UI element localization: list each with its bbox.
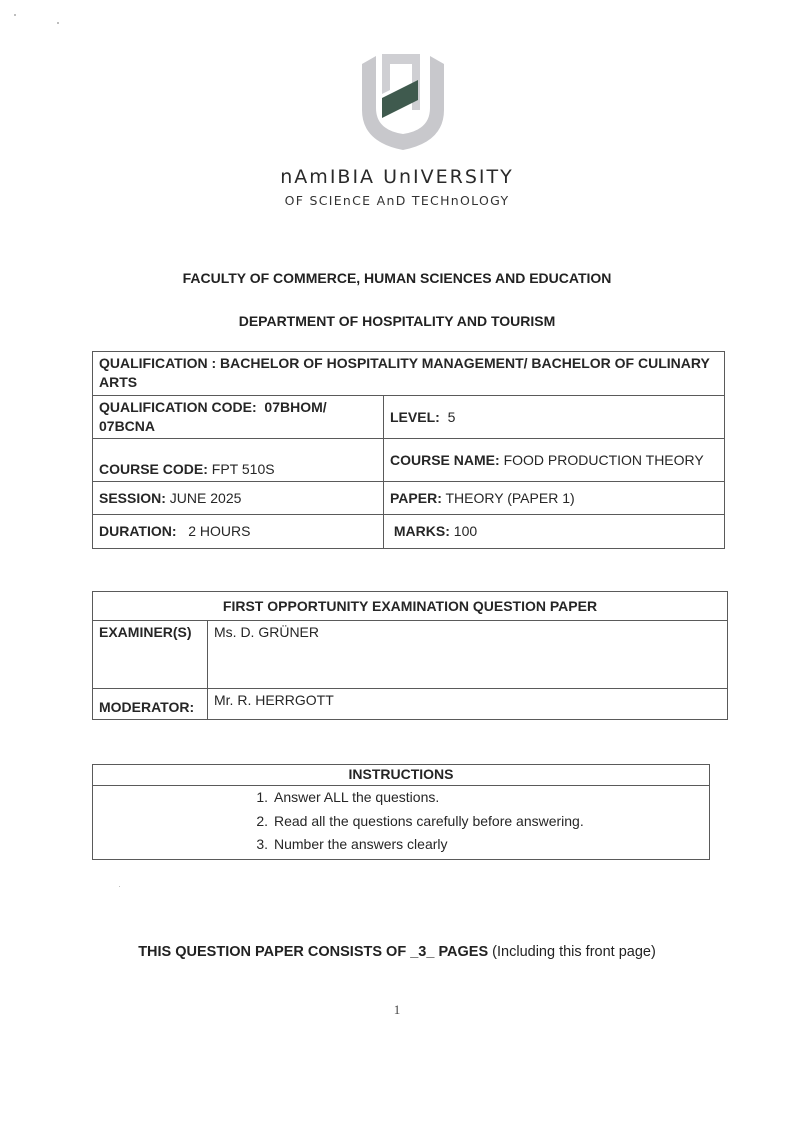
page-count-bold: THIS QUESTION PAPER CONSISTS OF _3_ PAGES: [138, 944, 489, 960]
instructions-list: [93, 786, 709, 857]
examiner-label: EXAMINER(S): [99, 624, 192, 640]
instruction-number: 3.: [256, 836, 268, 852]
scan-speck: [57, 22, 59, 24]
moderator-label-cell: [93, 689, 208, 720]
instructions-title: INSTRUCTIONS: [348, 766, 454, 782]
page-count-statement: [0, 944, 794, 960]
paper-cell: [384, 482, 725, 515]
exam-title: FIRST OPPORTUNITY EXAMINATION QUESTION PAPER: [222, 597, 598, 614]
instruction-text: Number the answers clearly: [274, 836, 448, 852]
qualification-code-value: 07BHOM/ 07BCNA: [99, 399, 327, 434]
marks-label: MARKS:: [393, 523, 450, 539]
session-label: SESSION:: [99, 489, 166, 506]
instructions-title-cell: [93, 765, 710, 786]
moderator-value: Mr. R. HERRGOTT: [214, 692, 334, 708]
instructions-list-cell: [93, 786, 710, 860]
moderator-label: MODERATOR:: [99, 699, 195, 715]
qualification-text: QUALIFICATION : BACHELOR OF HOSPITALITY MANAGEMENT/ BACHELOR OF CULINARY ARTS: [99, 355, 710, 390]
examiner-value-cell: [208, 621, 728, 689]
session-value: JUNE 2025: [169, 489, 242, 506]
page-number: 1: [393, 1002, 401, 1017]
marks-cell: [384, 515, 725, 549]
level-label: LEVEL:: [390, 408, 440, 425]
exam-title-cell: [93, 592, 728, 621]
university-name: nAmIBIA UnIVERSITY: [280, 166, 514, 188]
scan-speck: [119, 886, 120, 887]
qualification-code-cell: [93, 396, 384, 439]
course-name-label: COURSE NAME:: [390, 451, 500, 468]
duration-label: DURATION:: [99, 523, 177, 539]
instruction-item: [246, 786, 709, 810]
paper-value: THEORY (PAPER 1): [445, 489, 575, 506]
instruction-number: 1.: [256, 789, 268, 805]
page-count-note: (Including this front page): [492, 944, 656, 960]
course-name-value: FOOD PRODUCTION THEORY: [503, 451, 704, 468]
marks-value: 100: [453, 523, 478, 539]
scan-speck: [14, 14, 16, 16]
university-subtitle: OF SCIEnCE AnD TECHnOLOGY: [284, 193, 510, 208]
course-code-value: FPT 510S: [211, 461, 275, 477]
moderator-value-cell: [208, 689, 728, 720]
instruction-text: Answer ALL the questions.: [274, 789, 440, 805]
level-cell: [384, 396, 725, 439]
instructions-table: [92, 764, 710, 860]
faculty-heading: FACULTY OF COMMERCE, HUMAN SCIENCES AND EDUCATION: [182, 270, 612, 286]
level-value: 5: [447, 408, 456, 425]
instruction-item: [246, 833, 709, 857]
qualification-cell: [93, 352, 725, 396]
university-logo: [358, 50, 448, 150]
shield-logo-icon: [358, 50, 448, 150]
paper-label: PAPER:: [390, 489, 442, 506]
instruction-item: [246, 810, 709, 834]
course-info-table: [92, 351, 725, 549]
examiner-label-cell: [93, 621, 208, 689]
duration-cell: [93, 515, 384, 549]
examination-panel-table: [92, 591, 728, 720]
session-cell: [93, 482, 384, 515]
qualification-code-label: QUALIFICATION CODE:: [99, 399, 257, 415]
course-name-cell: [384, 439, 725, 482]
department-heading: DEPARTMENT OF HOSPITALITY AND TOURISM: [238, 313, 556, 329]
instruction-number: 2.: [256, 812, 268, 829]
examiner-value: Ms. D. GRÜNER: [214, 624, 319, 640]
duration-value: 2 HOURS: [188, 523, 251, 539]
course-code-label: COURSE CODE:: [99, 461, 208, 477]
course-code-cell: [93, 439, 384, 482]
instruction-text: Read all the questions carefully before answering.: [274, 812, 584, 829]
